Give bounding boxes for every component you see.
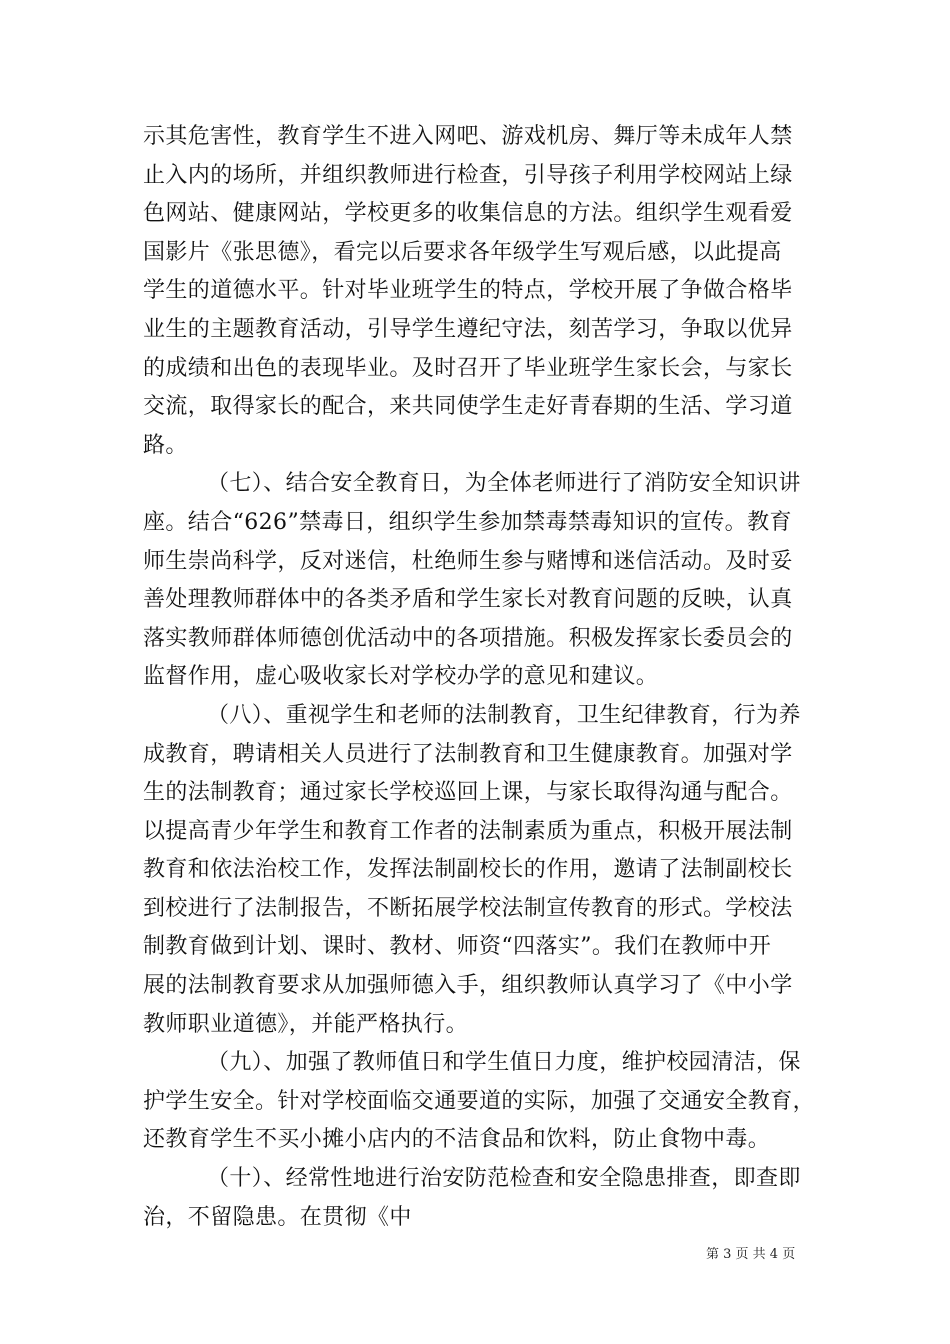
- paragraph-8-line-9: 教师职业道德》，并能严格执行。: [143, 1011, 469, 1037]
- paragraph-8-line-7: 制教育做到计划、课时、教材、师资“四落实”。我们在教师中开: [143, 934, 772, 960]
- paragraph-7-line-5: 落实教师群体师德创优活动中的各项措施。积极发挥家长委员会的: [143, 625, 793, 651]
- paragraph-8-line-2: 成教育，聘请相关人员进行了法制教育和卫生健康教育。加强对学: [143, 741, 793, 767]
- page-number-footer: 第 3 页 共 4 页: [706, 1247, 796, 1262]
- body-line-2: 止入内的场所，并组织教师进行检查，引导孩子利用学校网站上绿: [143, 162, 793, 188]
- body-line-3: 色网站、健康网站，学校更多的收集信息的方法。组织学生观看爱: [143, 201, 793, 227]
- paragraph-10-line-2: 治，不留隐患。在贯彻《中: [143, 1204, 412, 1230]
- paragraph-7-line-6: 监督作用，虚心吸收家长对学校办学的意见和建议。: [143, 664, 659, 690]
- paragraph-7-line-4: 善处理教师群体中的各类矛盾和学生家长对教育问题的反映，认真: [143, 587, 793, 613]
- paragraph-7-line-1: （七）、结合安全教育日，为全体老师进行了消防安全知识讲: [207, 471, 801, 497]
- paragraph-8-line-3: 生的法制教育；通过家长学校巡回上课，与家长取得沟通与配合。: [143, 780, 793, 806]
- paragraph-9-line-2: 护学生安全。针对学校面临交通要道的实际，加强了交通安全教育，: [143, 1088, 816, 1114]
- paragraph-7-line-2: 座。结合“626”禁毒日，组织学生参加禁毒禁毒知识的宣传。教育: [143, 509, 792, 535]
- paragraph-9-line-1: （九）、加强了教师值日和学生值日力度，维护校园清洁，保: [207, 1050, 801, 1076]
- paragraph-9-line-3: 还教育学生不买小摊小店内的不洁食品和饮料，防止食物中毒。: [143, 1127, 771, 1153]
- paragraph-8-line-1: （八）、重视学生和老师的法制教育，卫生纪律教育，行为养: [207, 702, 801, 728]
- body-line-8: 交流，取得家长的配合，来共同使学生走好青春期的生活、学习道: [143, 394, 793, 420]
- paragraph-8-line-6: 到校进行了法制报告，不断拓展学校法制宣传教育的形式。学校法: [143, 895, 793, 921]
- paragraph-8-line-5: 教育和依法治校工作，发挥法制副校长的作用，邀请了法制副校长: [143, 857, 793, 883]
- document-body: [143, 118, 823, 1237]
- body-line-9: 路。: [143, 432, 188, 458]
- paragraph-8-line-4: 以提高青少年学生和教育工作者的法制素质为重点，积极开展法制: [143, 818, 793, 844]
- paragraph-8-line-8: 展的法制教育要求从加强师德入手，组织教师认真学习了《中小学: [143, 973, 793, 999]
- paragraph-7-line-3: 师生崇尚科学，反对迷信，杜绝师生参与赌博和迷信活动。及时妥: [143, 548, 793, 574]
- body-line-5: 学生的道德水平。针对毕业班学生的特点，学校开展了争做合格毕: [143, 278, 793, 304]
- body-line-4: 国影片《张思德》，看完以后要求各年级学生写观后感，以此提高: [143, 239, 782, 265]
- body-line-6: 业生的主题教育活动，引导学生遵纪守法，刻苦学习，争取以优异: [143, 316, 793, 342]
- paragraph-10-line-1: （十）、经常性地进行治安防范检查和安全隐患排查，即查即: [207, 1166, 801, 1192]
- body-line-7: 的成绩和出色的表现毕业。及时召开了毕业班学生家长会，与家长: [143, 355, 793, 381]
- body-line-1: 示其危害性，教育学生不进入网吧、游戏机房、舞厅等未成年人禁: [143, 124, 793, 149]
